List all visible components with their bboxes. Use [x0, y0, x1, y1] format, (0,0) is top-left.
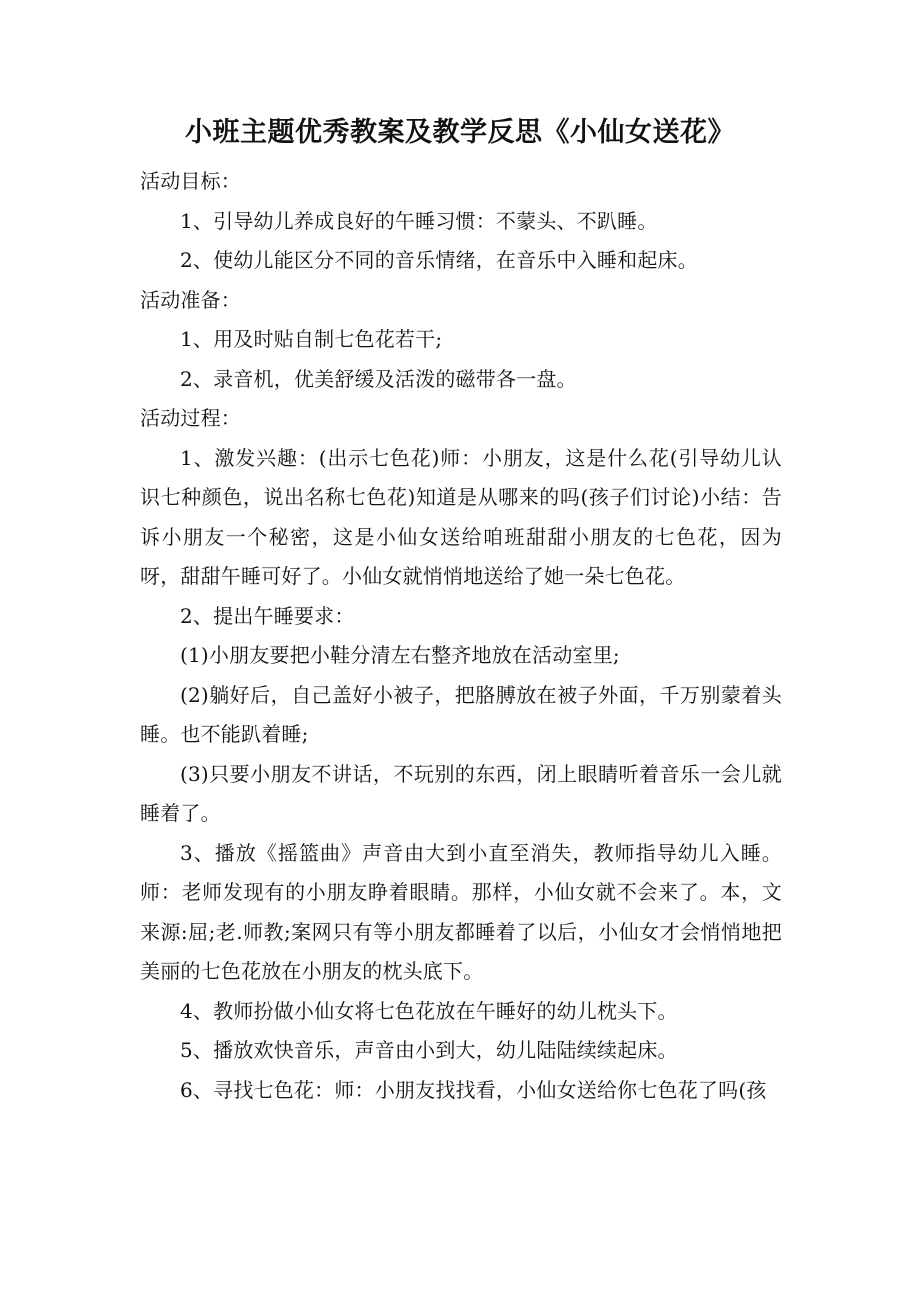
- paragraph: 4、教师扮做小仙女将七色花放在午睡好的幼儿枕头下。: [180, 998, 678, 1023]
- paragraph: (3)只要小朋友不讲话，不玩别的东西，闭上眼睛听着音乐一会儿就睡着了。: [140, 761, 782, 825]
- paragraph: 6、寻找七色花：师：小朋友找找看，小仙女送给你七色花了吗(孩: [180, 1077, 767, 1102]
- paragraph: 1、激发兴趣：(出示七色花)师：小朋友，这是什么花(引导幼儿认识七种颜色，说出名称七色花)知道是从哪来的吗(孩子们讨论)小结：告诉小朋友一个秘密，这是小仙女送给咱班甜甜小朋友的七色花，因为呀，甜甜午睡可好了。小仙女就悄悄地送给了她一朵七色花。: [140, 445, 782, 588]
- paragraph: 2、录音机，优美舒缓及活泼的磁带各一盘。: [180, 366, 577, 391]
- paragraph: (2)躺好后，自己盖好小被子，把胳膊放在被子外面，千万别蒙着头睡。也不能趴着睡;: [140, 682, 782, 746]
- paragraph: 1、引导幼儿养成良好的午睡习惯：不蒙头、不趴睡。: [180, 208, 658, 233]
- section-heading-goals: 活动目标：: [140, 169, 241, 193]
- paragraph: 5、播放欢快音乐，声音由小到大，幼儿陆陆续续起床。: [180, 1038, 678, 1062]
- section-heading-preparation: 活动准备：: [140, 287, 241, 312]
- document-title: 小班主题优秀教案及教学反思《小仙女送花》: [185, 117, 735, 148]
- section-heading-process: 活动过程：: [140, 406, 241, 430]
- paragraph: 2、提出午睡要求：: [180, 603, 355, 628]
- paragraph: 1、用及时贴自制七色花若干;: [180, 327, 443, 351]
- paragraph: 3、播放《摇篮曲》声音由大到小直至消失，教师指导幼儿入睡。师：老师发现有的小朋友睁着眼睛。那样，小仙女就不会来了。本，文来源:屈;老.师教;案网只有等小朋友都睡着了以后，小仙女才会悄悄地把美丽的七色花放在小朋友的枕头底下。: [140, 840, 782, 983]
- document-body: [140, 162, 782, 1110]
- paragraph: 2、使幼儿能区分不同的音乐情绪，在音乐中入睡和起床。: [180, 248, 698, 272]
- paragraph: (1)小朋友要把小鞋分清左右整齐地放在活动室里;: [180, 643, 620, 667]
